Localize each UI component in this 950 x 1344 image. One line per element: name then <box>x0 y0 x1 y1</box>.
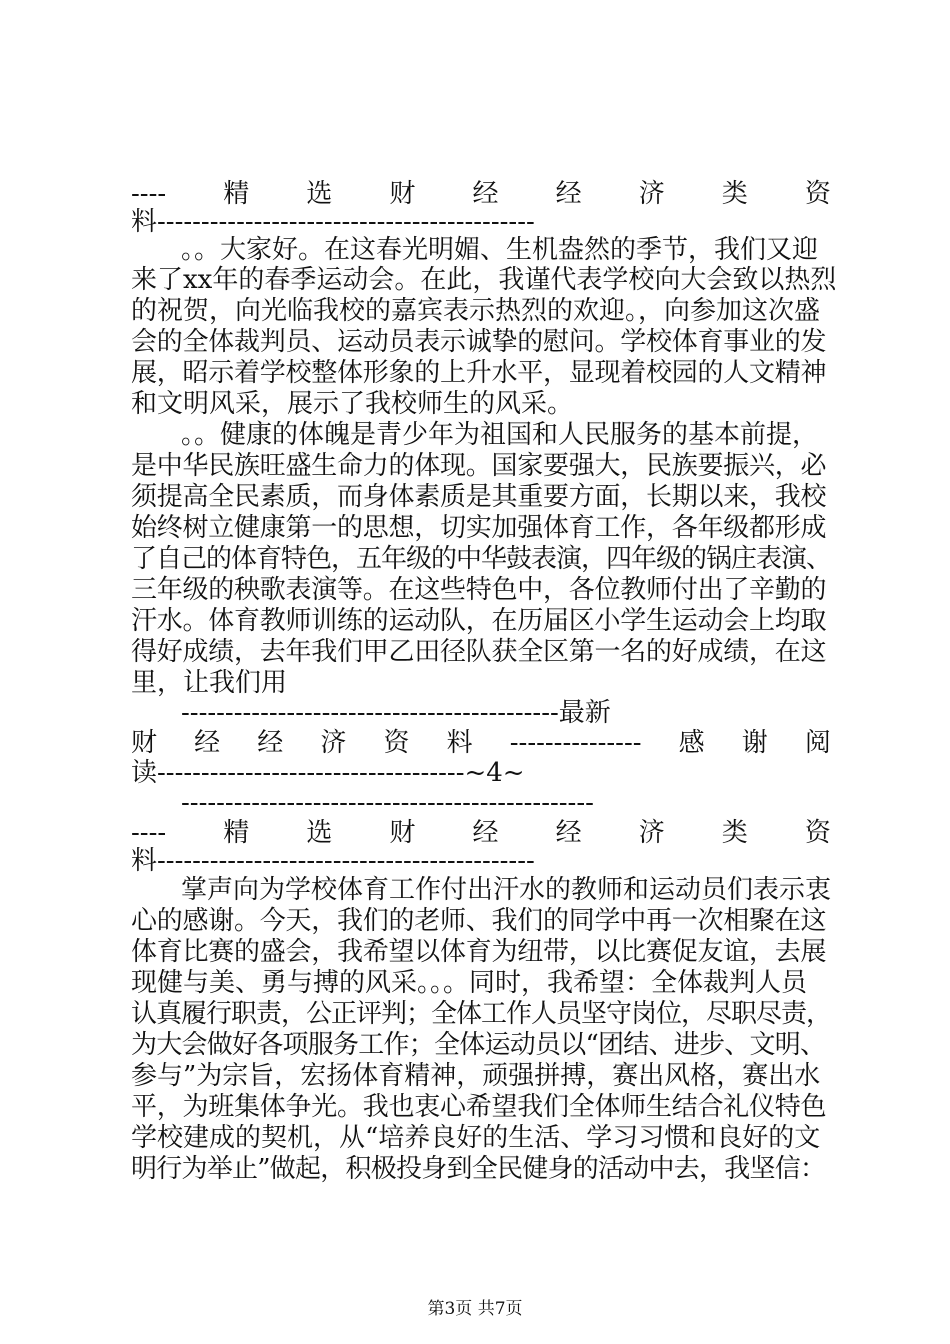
para1-line-1: 。。大家好。在这春光明媚、生机盎然的季节，我们又迎 <box>181 235 819 265</box>
header-word: 选 <box>306 818 333 848</box>
separator-word: 济 <box>320 728 347 758</box>
header-word: 类 <box>721 818 748 848</box>
separator-word: 经 <box>194 728 221 758</box>
separator-word: 感 <box>678 728 705 758</box>
separator-word: 资 <box>383 728 410 758</box>
para3-line-2: 心的感谢。今天，我们的老师、我们的同学中再一次相聚在这 <box>131 906 827 936</box>
para1-line-3: 的祝贺，向光临我校的嘉宾表示热烈的欢迎。，向参加这次盛 <box>131 296 821 326</box>
header-word: 济 <box>638 818 665 848</box>
para3-line-8: 平，为班集体争光。我也衷心希望我们全体师生结合礼仪特色 <box>131 1092 827 1122</box>
separator-line-4: ----------------------------------------------- <box>181 788 594 818</box>
para1-line-5: 展，昭示着学校整体形象的上升水平，显现着校园的人文精神 <box>131 358 827 388</box>
separator-line-1: -------------------------------------------最新 <box>181 698 611 728</box>
para1-line-6: 和文明风采，展示了我校师生的风采。 <box>131 389 574 419</box>
para1-line-4: 会的全体裁判员、运动员表示诚挚的慰问。学校体育事业的发 <box>131 327 827 357</box>
header-word: 财 <box>389 818 416 848</box>
para3-line-5: 认真履行职责，公正评判；全体工作人员坚守岗位，尽职尽责， <box>131 999 832 1029</box>
page-number-footer: 第3页 共7页 <box>427 1299 523 1319</box>
separator-word: 料 <box>446 728 473 758</box>
header-word: 选 <box>306 179 333 209</box>
separator-word: 经 <box>257 728 284 758</box>
separator-word: 财 <box>131 728 158 758</box>
header-word: 资 <box>804 179 831 209</box>
header-word: 经 <box>472 818 499 848</box>
header-word: 类 <box>721 179 748 209</box>
separator-word: 谢 <box>741 728 768 758</box>
header-word: 精 <box>223 818 250 848</box>
para3-line-1: 掌声向为学校体育工作付出汗水的教师和运动员们表示衷 <box>181 875 832 905</box>
para3-line-3: 体育比赛的盛会，我希望以体育为纽带，以比赛促友谊，去展 <box>131 937 827 967</box>
separator-line-3: 读-----------------------------------~4~ <box>131 758 525 788</box>
header-word: 精 <box>223 179 250 209</box>
para2-line-4: 始终树立健康第一的思想，切实加强体育工作，各年级都形成 <box>131 513 827 543</box>
para3-line-9: 学校建成的契机，从“培养良好的生活、学习习惯和良好的文 <box>131 1123 821 1153</box>
para2-line-6: 三年级的秧歌表演等。在这些特色中，各位教师付出了辛勤的 <box>131 575 827 605</box>
header-dashes: ---- <box>131 818 167 848</box>
header-dashes: ---- <box>131 179 167 209</box>
header-line-2: 料------------------------------------------- <box>131 207 535 237</box>
para2-line-7: 汗水。体育教师训练的运动队，在历届区小学生运动会上均取 <box>131 606 827 636</box>
para2-line-5: 了自己的体育特色，五年级的中华鼓表演，四年级的锅庄表演、 <box>131 544 832 574</box>
para3-line-7: 参与”为宗旨，宏扬体育精神，顽强拼搏，赛出风格，赛出水 <box>131 1061 821 1091</box>
separator-line-2 <box>131 726 831 760</box>
para3-line-6: 为大会做好各项服务工作；全体运动员以“团结、进步、文明、 <box>131 1030 826 1060</box>
para2-line-9: 里，让我们用 <box>131 668 288 698</box>
header-word: 财 <box>389 179 416 209</box>
para2-line-1: 。。健康的体魄是青少年为祖国和人民服务的基本前提， <box>181 420 819 450</box>
para2-line-2: 是中华民族旺盛生命力的体现。国家要强大，民族要振兴，必 <box>131 451 827 481</box>
header-word: 经 <box>472 179 499 209</box>
para1-line-2-text: 来了xx年的春季运动会。在此，我谨代表学校向大会致以热烈 <box>131 265 837 295</box>
para2-line-3: 须提高全民素质，而身体素质是其重要方面，长期以来，我校 <box>131 482 827 512</box>
header-line-4: 料------------------------------------------- <box>131 846 535 876</box>
para3-line-10: 明行为举止”做起，积极投身到全民健身的活动中去，我坚信： <box>131 1154 826 1184</box>
header-word: 济 <box>638 179 665 209</box>
header-word: 资 <box>804 818 831 848</box>
header-word: 经 <box>555 179 582 209</box>
separator-word: 阅 <box>804 728 831 758</box>
para3-line-4: 现健与美、勇与搏的风采。。。同时，我希望：全体裁判人员 <box>131 968 808 998</box>
para2-line-8: 得好成绩，去年我们甲乙田径队获全区第一名的好成绩，在这 <box>131 637 827 667</box>
separator-dashes: --------------- <box>509 728 642 758</box>
para1-line-2 <box>131 263 837 297</box>
header-word: 经 <box>555 818 582 848</box>
